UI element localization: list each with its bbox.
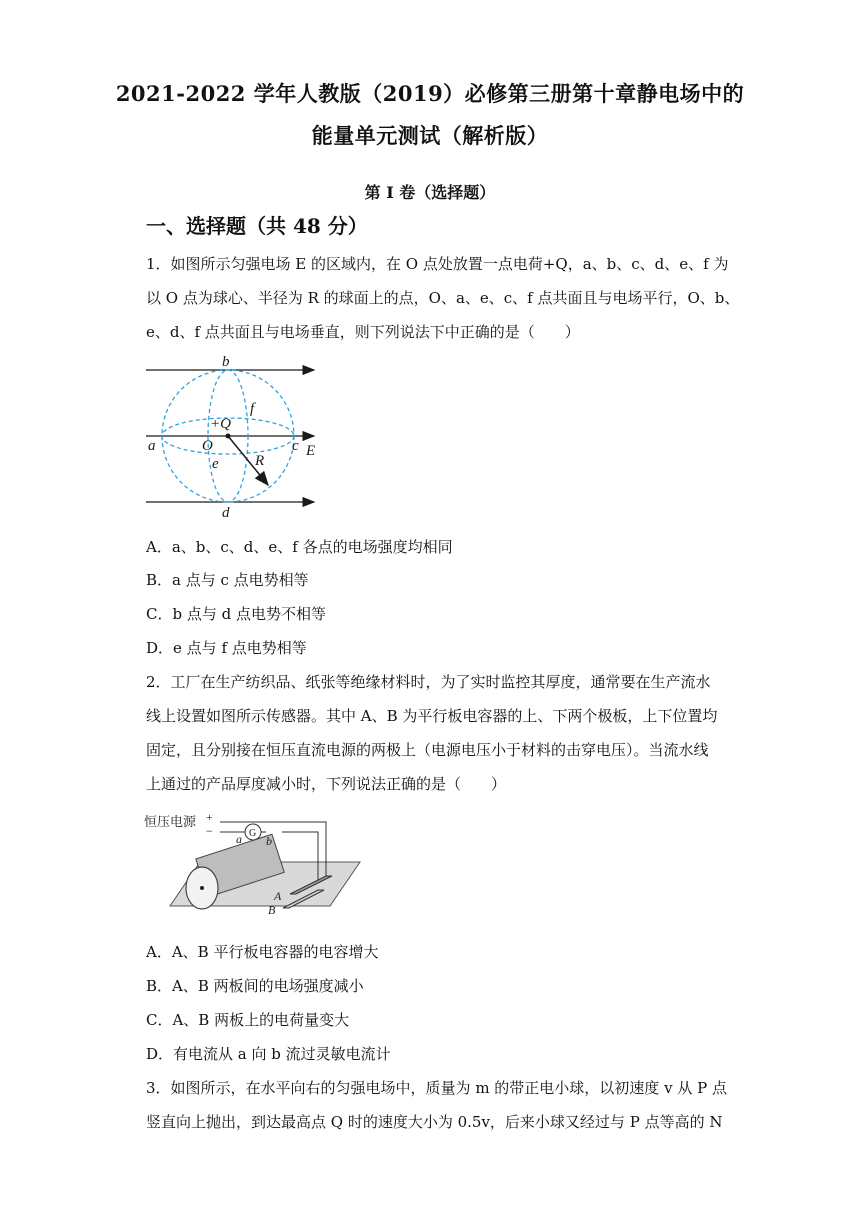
q2-option-d: D．有电流从 a 向 b 流过灵敏电流计 [146, 1045, 391, 1063]
q2-text-line-1: 2．工厂在生产纺织品、纸张等绝缘材料时，为了实时监控其厚度，通常要在生产流水 [146, 673, 711, 691]
label-field-e: E [306, 443, 316, 459]
volume-heading: 第 I 卷（选择题） [364, 183, 496, 202]
q2-option-a: A．A、B 平行板电容器的电容增大 [146, 943, 379, 961]
q1-figure-electric-field-sphere [140, 352, 340, 522]
label-d: d [222, 505, 230, 521]
q3-text-line-1: 3．如图所示，在水平向右的匀强电场中，质量为 m 的带正电小球，以初速度 v 从 P 点 [146, 1079, 727, 1097]
section-heading: 一、选择题（共 48 分） [146, 214, 368, 238]
q1-option-b: B．a 点与 c 点电势相等 [146, 571, 309, 589]
roller-axle [200, 886, 204, 890]
q1-text-line-2: 以 O 点为球心、半径为 R 的球面上的点，O、a、e、c、f 点共面且与电场平行，O、b、 [146, 289, 740, 307]
q2-text-line-2: 线上设置如图所示传感器。其中 A、B 为平行板电容器的上、下两个极板，上下位置均 [146, 707, 718, 725]
label-plate-a: A [274, 889, 282, 903]
label-power-source: 恒压电源 [144, 814, 197, 829]
label-c: c [292, 438, 299, 454]
q2-option-c: C．A、B 两板上的电荷量变大 [146, 1011, 350, 1029]
q1-text-line-1: 1．如图所示匀强电场 E 的区域内，在 O 点处放置一点电荷+Q，a、b、c、d、e、f 为 [146, 255, 729, 273]
label-g: G [249, 828, 257, 839]
label-a: a [148, 438, 156, 454]
label-f: f [250, 401, 255, 417]
q2-option-b: B．A、B 两板间的电场强度减小 [146, 977, 364, 995]
label-e: e [212, 456, 219, 472]
label-plate-b: B [268, 903, 276, 917]
q2-text-line-3: 固定，且分别接在恒压直流电源的两极上（电源电压小于材料的击穿电压）。当流水线 [146, 741, 709, 759]
document-title-line-1: 2021-2022 学年人教版（2019）必修第三册第十章静电场中的 [115, 81, 745, 106]
label-minus: − [206, 824, 213, 838]
document-title-line-2: 能量单元测试（解析版） [311, 123, 549, 148]
label-b-terminal: b [266, 834, 272, 848]
q1-option-a: A．a、b、c、d、e、f 各点的电场强度均相同 [146, 538, 453, 556]
q1-option-d: D．e 点与 f 点电势相等 [146, 639, 307, 657]
q2-figure-thickness-sensor [140, 810, 370, 920]
q1-text-line-3: e、d、f 点共面且与电场垂直，则下列说法下中正确的是（ ） [146, 323, 580, 341]
label-r: R [255, 453, 265, 469]
label-o: O [202, 438, 213, 454]
label-plus-q: +Q [210, 416, 231, 432]
label-plus: + [206, 810, 213, 824]
label-a-terminal: a [236, 832, 242, 846]
label-b: b [222, 354, 230, 370]
q3-text-line-2: 竖直向上抛出，到达最高点 Q 时的速度大小为 0.5v，后来小球又经过与 P 点等高的 N [146, 1113, 723, 1131]
q1-option-c: C．b 点与 d 点电势不相等 [146, 605, 326, 623]
q2-text-line-4: 上通过的产品厚度减小时，下列说法正确的是（ ） [146, 775, 507, 793]
